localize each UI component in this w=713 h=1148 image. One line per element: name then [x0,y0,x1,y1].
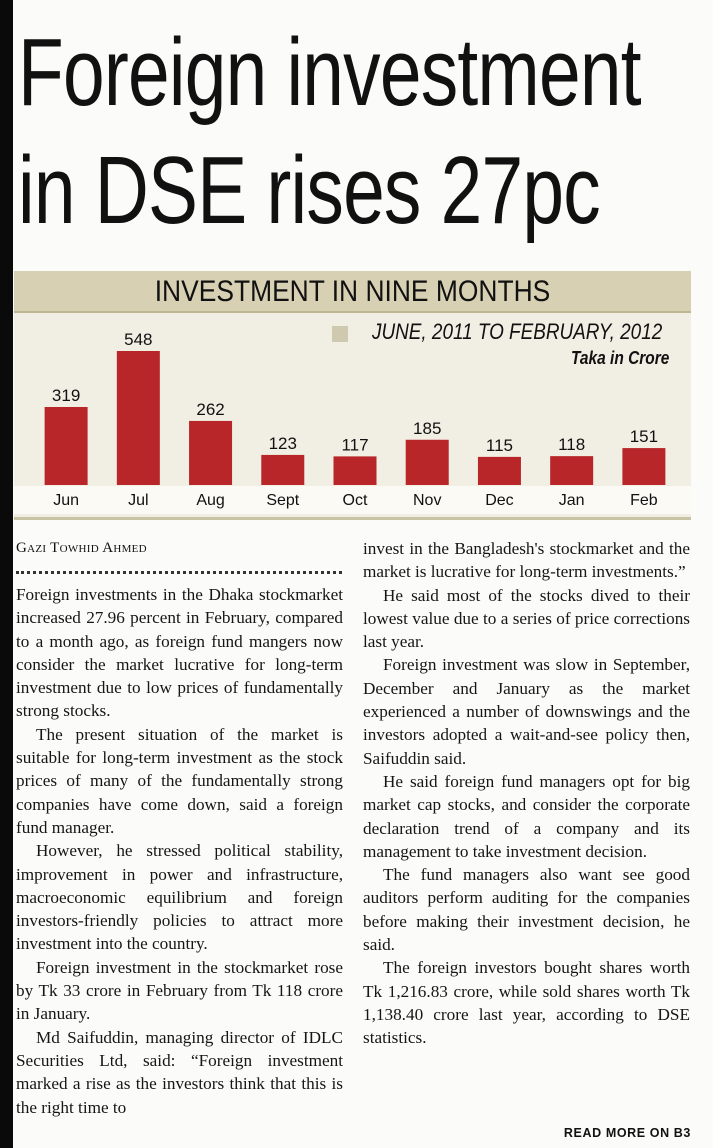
paragraph: Md Saifuddin, managing director of IDLC Securities Ltd, said: “Foreign investment marked a rise as the investors think that this is the right time to [16,1027,343,1117]
bar-jan [550,456,593,485]
paragraph: Foreign investment in the stockmarket rose by Tk 33 crore in February from Tk 118 crore in January. [16,957,343,1024]
chart-unit-label: Taka in Crore [570,348,669,368]
data-label: 151 [629,427,659,447]
headline-line-2: in DSE rises 27pc [18,137,600,244]
data-label: 118 [558,435,586,455]
paragraph: Foreign investments in the Dhaka stockmarket increased 27.96 percent in February, compared to a month ago, as foreign fund mangers now consider the market lucrative for long-term investment due to low prices of fundamentally strong stocks. [16,585,343,721]
data-label: 262 [196,399,225,419]
data-label: 115 [485,435,513,455]
data-label: 123 [268,433,297,453]
data-label: 548 [124,330,153,349]
paragraph: The present situation of the market is suitable for long-term investment as the stock prices of many of the fundamentally strong companies have come down, said a foreign fund manager. [16,724,343,837]
byline: Gazi Towhid Ahmed [16,540,147,556]
paragraph: However, he stressed political stability, improvement in power and infrastructure, macroeconomic equilibrium and foreign investors-friendly policies to attract more investment into the country. [16,841,343,954]
bar-chart-plot [14,271,691,517]
chart-title: INVESTMENT IN NINE MONTHS [154,275,551,308]
headline [18,14,641,250]
bar-jul [117,351,160,485]
byline-divider [16,571,342,574]
paragraph: He said most of the stocks dived to their lowest value due to a series of price corrections last year. [363,585,690,652]
x-tick-label: Sept [266,492,300,509]
bar-feb [622,448,665,485]
x-tick-label: Feb [630,492,658,509]
investment-chart [14,271,691,520]
chart-subtitle: JUNE, 2011 TO FEBRUARY, 2012 [372,319,663,344]
article-column-1 [16,583,343,1119]
bar-dec [478,457,521,485]
data-label: 185 [413,418,442,438]
bar-oct [334,456,377,485]
bar-aug [189,421,232,485]
data-label: 319 [51,385,81,405]
headline-line-1: Foreign investment [18,19,641,126]
read-more-link[interactable]: READ MORE ON B3 [563,1126,691,1140]
x-tick-label: Dec [485,492,514,509]
data-label: 117 [341,435,369,455]
x-tick-label: Oct [342,492,368,509]
x-tick-label: Jun [53,492,80,509]
x-tick-label: Jul [128,492,149,509]
paragraph: The foreign investors bought shares worth Tk 1,216.83 crore, while sold shares worth Tk 1,138.40 crore last year, according to DSE statistics. [363,958,690,1048]
left-margin-bar [0,0,13,1148]
bar-nov [406,440,449,485]
paragraph: invest in the Bangladesh's stockmarket and the market is lucrative for long-term investments.” [363,539,690,582]
paragraph: He said foreign fund managers opt for big market cap stocks, and consider the corporate declaration trend of a company and its management to take investment decision. [363,771,690,861]
bar-jun [45,407,88,485]
paragraph: The fund managers also want see good auditors perform auditing for the companies before making their investment decision, he said. [363,865,690,955]
article-column-2 [363,537,690,1050]
x-tick-label: Nov [412,492,442,509]
paragraph: Foreign investment was slow in September, December and January as the market experienced a number of downswings and the investors adopted a wait-and-see policy then, Saifuddin said. [363,655,690,768]
x-tick-label: Jan [558,492,585,509]
bar-sept [261,455,304,485]
x-tick-label: Aug [196,492,225,509]
